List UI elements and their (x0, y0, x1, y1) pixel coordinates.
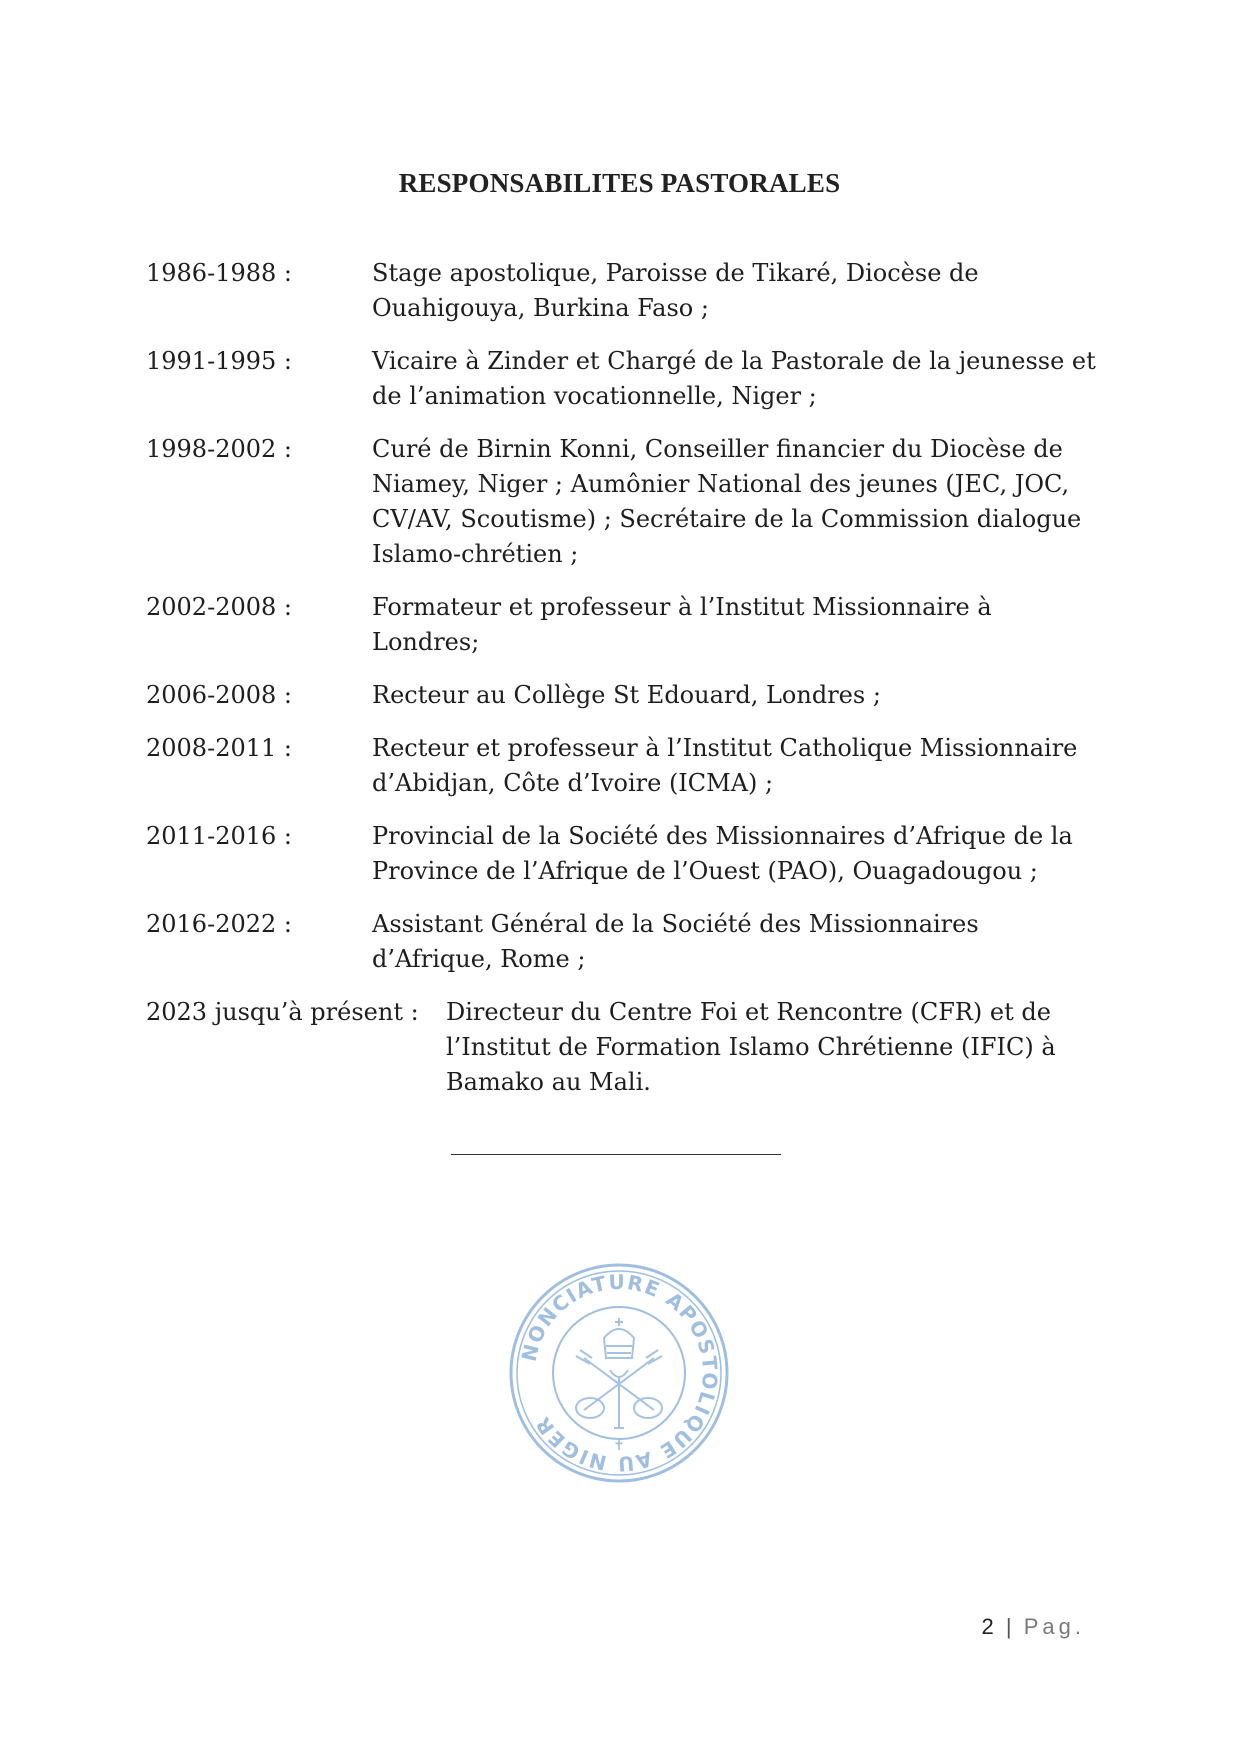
entry-period: 2011-2016 : (146, 822, 292, 850)
entry-description: Recteur et professeur à l’Institut Catholique Missionnaire d’Abidjan, Côte d’Ivoire (ICMA) ; (372, 734, 1078, 797)
entry-description: Vicaire à Zinder et Chargé de la Pastorale de la jeunesse et de l’animation vocationnelle, Niger ; (372, 347, 1096, 410)
entry-description: Recteur au Collège St Edouard, Londres ; (372, 681, 881, 709)
seal-icon (506, 1260, 732, 1486)
entry-period: 2023 jusqu’à présent : (146, 998, 419, 1026)
entry-description: Directeur du Centre Foi et Rencontre (CFR) et de l’Institut de Formation Islamo Chrétienne (IFIC) à Bamako au Mali. (446, 998, 1056, 1096)
page-separator: | (1005, 1614, 1012, 1639)
entry-period: 1991-1995 : (146, 347, 292, 375)
list-item (146, 678, 1106, 713)
entry-period: 1986-1988 : (146, 259, 292, 287)
entry-description: Curé de Birnin Konni, Conseiller financier du Diocèse de Niamey, Niger ; Aumônier National des jeunes (JEC, JOC, CV/AV, Scoutisme) ; Secrétaire de la Commission dialogue Islamo-chrétien ; (372, 435, 1082, 568)
entry-period: 1998-2002 : (146, 435, 292, 463)
list-item (146, 907, 1106, 977)
entry-period: 2008-2011 : (146, 734, 292, 762)
entry-description: Formateur et professeur à l’Institut Missionnaire à Londres; (372, 593, 992, 656)
page-label: Pag. (1023, 1614, 1085, 1639)
list-item (146, 995, 1106, 1100)
page-number: 2 (981, 1614, 994, 1639)
entry-description: Stage apostolique, Paroisse de Tikaré, Diocèse de Ouahigouya, Burkina Faso ; (372, 259, 979, 322)
nunciature-seal-stamp (506, 1260, 732, 1486)
svg-text:✝: ✝ (613, 1438, 625, 1454)
section-title: RESPONSABILITES PASTORALES (398, 168, 841, 198)
entry-period: 2006-2008 : (146, 681, 292, 709)
entry-period: 2002-2008 : (146, 593, 292, 621)
entry-description: Provincial de la Société des Missionnaires d’Afrique de la Province de l’Afrique de l’Ouest (PAO), Ouagadougou ; (372, 822, 1073, 885)
svg-text:NONCIATURE APOSTOLIQUE AU NIGE: NONCIATURE APOSTOLIQUE AU NIGER (516, 1269, 723, 1477)
list-item (146, 731, 1106, 801)
list-item (146, 590, 1106, 660)
divider-line (451, 1154, 781, 1155)
page-footer (982, 1614, 1085, 1640)
entry-description: Assistant Général de la Société des Missionnaires d’Afrique, Rome ; (372, 910, 979, 973)
list-item (146, 432, 1106, 572)
list-item (146, 819, 1106, 889)
list-item (146, 256, 1106, 326)
list-item (146, 344, 1106, 414)
entry-period: 2016-2022 : (146, 910, 292, 938)
responsibilities-list (146, 256, 1106, 1118)
